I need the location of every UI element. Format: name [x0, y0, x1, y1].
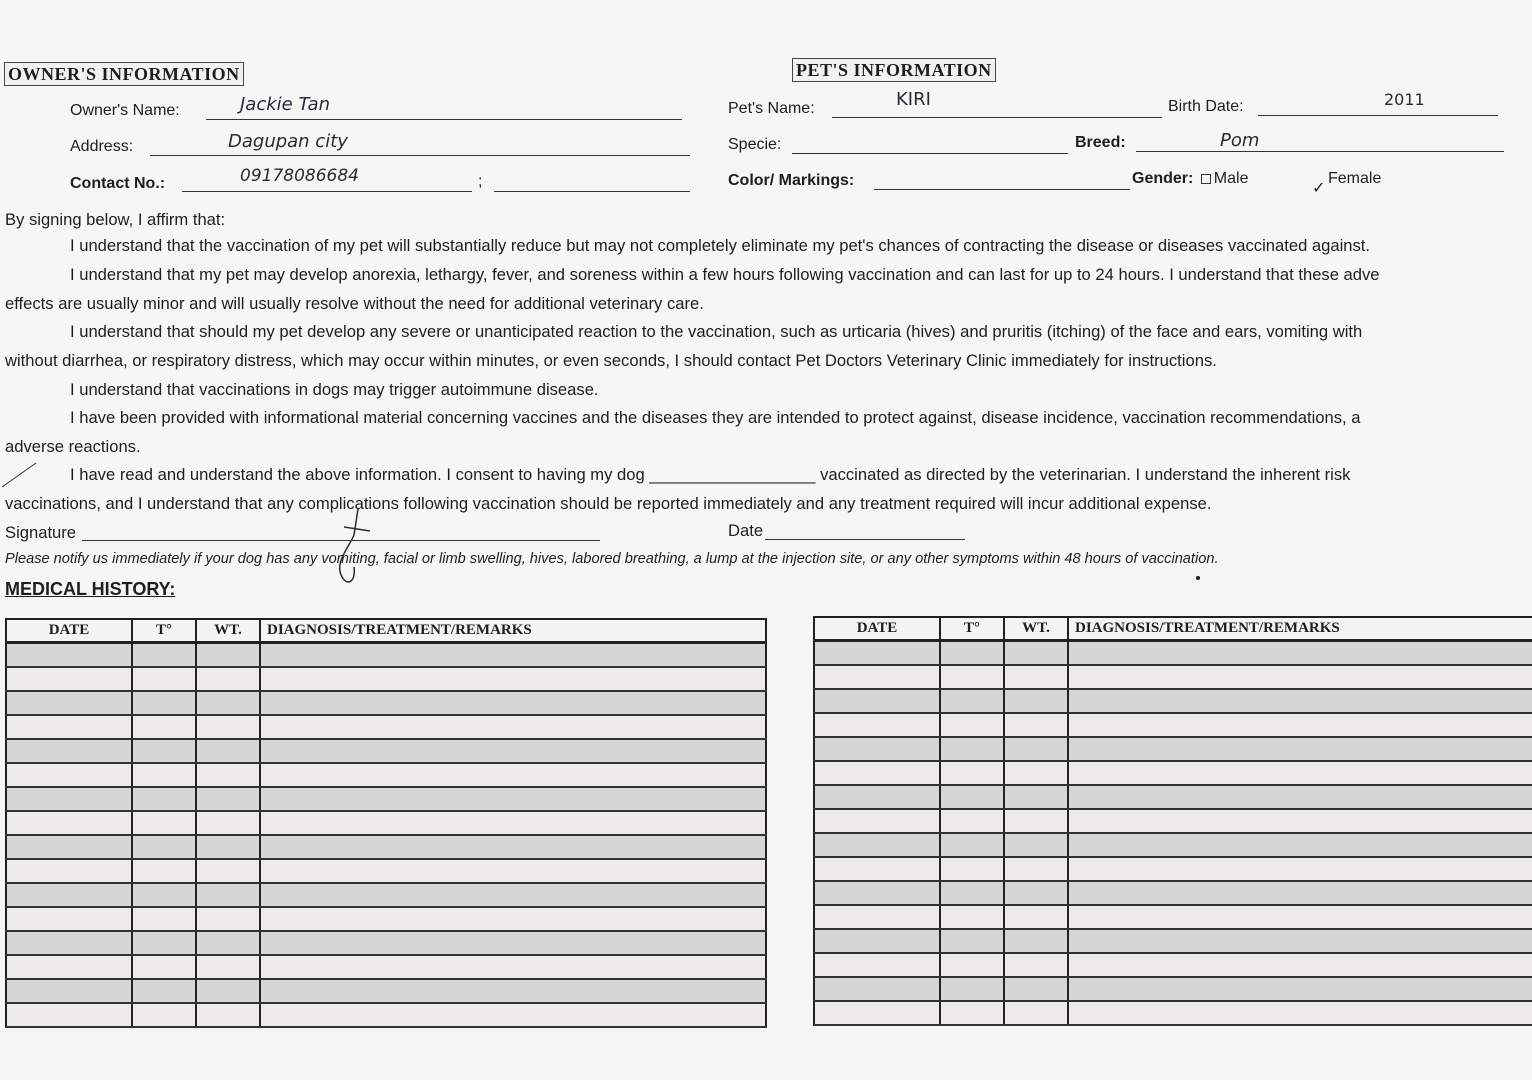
table-cell[interactable]	[6, 763, 132, 787]
table-row	[6, 763, 766, 787]
table-cell[interactable]	[132, 907, 196, 931]
consent-p2a: I understand that my pet may develop anorexia, lethargy, fever, and soreness within a few hours following vaccination and can last for up to 24 hours. I understand that these adve	[70, 265, 1380, 284]
table-cell[interactable]	[260, 691, 766, 715]
breed-label: Breed:	[1075, 134, 1126, 151]
table-row	[6, 811, 766, 835]
table-row	[814, 761, 1532, 785]
consent-p3a: I understand that should my pet develop any severe or unanticipated reaction to the vaccination, such as urticaria (hives) and pruritis (itching) of the face and ears, vomiting with	[70, 322, 1363, 341]
table-row	[6, 859, 766, 883]
table-cell[interactable]	[1004, 833, 1068, 857]
table-cell[interactable]	[260, 763, 766, 787]
table-cell[interactable]	[814, 737, 940, 761]
table-cell[interactable]	[6, 643, 132, 668]
table-cell[interactable]	[6, 835, 132, 859]
table-cell[interactable]	[260, 715, 766, 739]
specie-line	[792, 153, 1068, 154]
table-cell[interactable]	[132, 835, 196, 859]
table-cell[interactable]	[1068, 665, 1532, 689]
table-cell[interactable]	[196, 643, 260, 668]
table-cell[interactable]	[1004, 857, 1068, 881]
table-cell[interactable]	[1068, 713, 1532, 737]
pet-name-field[interactable]: KIRI	[896, 89, 931, 110]
table-row	[814, 833, 1532, 857]
table-cell[interactable]	[260, 835, 766, 859]
table-cell[interactable]	[260, 811, 766, 835]
table-cell[interactable]	[1004, 689, 1068, 713]
table-cell[interactable]	[196, 691, 260, 715]
table-cell[interactable]	[814, 929, 940, 953]
table-cell[interactable]	[814, 857, 940, 881]
contact-field[interactable]: 09178086684	[240, 166, 359, 186]
col-date: DATE	[6, 619, 132, 643]
address-label: Address:	[70, 138, 134, 155]
col-diagnosis: DIAGNOSIS/TREATMENT/REMARKS	[260, 619, 766, 643]
table-cell[interactable]	[6, 691, 132, 715]
consent-p5a: I have been provided with informational material concerning vaccines and the diseases they are intended to protect against, disease incidence, vaccination recommendations, a	[70, 408, 1361, 427]
table-cell[interactable]	[1068, 857, 1532, 881]
contact-label: Contact No.:	[70, 175, 166, 192]
table-cell[interactable]	[1004, 881, 1068, 905]
table-cell[interactable]	[132, 811, 196, 835]
table-cell[interactable]	[814, 881, 940, 905]
table-cell[interactable]	[940, 761, 1004, 785]
table-cell[interactable]	[1068, 809, 1532, 833]
table-cell[interactable]	[940, 713, 1004, 737]
table-row	[814, 881, 1532, 905]
pet-name-line	[832, 117, 1162, 118]
table-cell[interactable]	[940, 833, 1004, 857]
contact-separator: ;	[478, 173, 483, 190]
consent-p6a-pre: I have read and understand the above information. I consent to having my dog	[70, 465, 650, 484]
table-cell[interactable]	[260, 667, 766, 691]
table-cell[interactable]	[1004, 785, 1068, 809]
medical-history-title: MEDICAL HISTORY:	[5, 579, 176, 599]
color-markings-line[interactable]	[874, 189, 1130, 190]
table-row	[814, 1001, 1532, 1025]
owner-name-line	[206, 119, 682, 120]
col-temp: T°	[940, 617, 1004, 641]
table-row	[814, 785, 1532, 809]
table-cell[interactable]	[196, 835, 260, 859]
table-cell[interactable]	[260, 979, 766, 1003]
table-cell[interactable]	[6, 787, 132, 811]
table-cell[interactable]	[260, 859, 766, 883]
table-cell[interactable]	[814, 953, 940, 977]
table-cell[interactable]	[260, 907, 766, 931]
table-row	[814, 665, 1532, 689]
table-row	[6, 667, 766, 691]
table-cell[interactable]	[196, 739, 260, 763]
consent-p1: I understand that the vaccination of my pet will substantially reduce but may not completely eliminate my pet's chances of contracting the disease or diseases vaccinated against.	[70, 236, 1371, 255]
medical-history-table-left	[5, 618, 767, 1028]
male-checkbox[interactable]	[1201, 174, 1211, 184]
table-cell[interactable]	[940, 977, 1004, 1001]
table-row	[6, 979, 766, 1003]
table-cell[interactable]	[1004, 737, 1068, 761]
consent-p3b: without diarrhea, or respiratory distress, which may occur within minutes, or even seconds, I should contact Pet Doctors Veterinary Clinic immediately for instructions.	[5, 351, 1217, 370]
table-row	[6, 715, 766, 739]
pet-section-title: PET'S INFORMATION	[792, 58, 996, 82]
signature-label: Signature	[5, 523, 77, 542]
table-cell[interactable]	[814, 689, 940, 713]
table-cell[interactable]	[132, 715, 196, 739]
table-cell[interactable]	[1004, 713, 1068, 737]
table-cell[interactable]	[132, 1003, 196, 1027]
address-line	[150, 155, 690, 156]
table-header-row	[814, 617, 1532, 641]
consent-p6b: vaccinations, and I understand that any complications following vaccination should be reported immediately and any treatment required will incur additional expense.	[5, 494, 1212, 513]
table-cell[interactable]	[132, 883, 196, 907]
table-row	[814, 713, 1532, 737]
table-row	[814, 977, 1532, 1001]
margin-pen-mark	[0, 455, 40, 495]
table-cell[interactable]	[940, 857, 1004, 881]
female-check-mark: ✓	[1312, 180, 1326, 197]
table-cell[interactable]	[1068, 761, 1532, 785]
table-cell[interactable]	[196, 931, 260, 955]
table-cell[interactable]	[132, 859, 196, 883]
ink-dot	[1196, 576, 1200, 580]
table-row	[814, 953, 1532, 977]
table-cell[interactable]	[1004, 905, 1068, 929]
table-cell[interactable]	[260, 1003, 766, 1027]
table-cell[interactable]	[940, 665, 1004, 689]
table-cell[interactable]	[814, 785, 940, 809]
table-row	[6, 691, 766, 715]
date-line[interactable]	[765, 539, 965, 540]
table-cell[interactable]	[196, 811, 260, 835]
col-date: DATE	[814, 617, 940, 641]
table-cell[interactable]	[132, 691, 196, 715]
table-cell[interactable]	[1068, 785, 1532, 809]
col-temp: T°	[132, 619, 196, 643]
breed-field[interactable]: Pom	[1220, 130, 1260, 151]
gender-label: Gender:	[1132, 170, 1194, 187]
table-cell[interactable]	[260, 787, 766, 811]
table-cell[interactable]	[196, 979, 260, 1003]
owner-name-label: Owner's Name:	[70, 102, 180, 119]
dog-name-blank[interactable]: __________________	[649, 465, 816, 484]
table-cell[interactable]	[814, 905, 940, 929]
birth-date-label: Birth Date:	[1168, 98, 1244, 115]
table-cell[interactable]	[1068, 977, 1532, 1001]
table-cell[interactable]	[940, 929, 1004, 953]
table-cell[interactable]	[940, 881, 1004, 905]
table-cell[interactable]	[6, 955, 132, 979]
table-cell[interactable]	[940, 689, 1004, 713]
table-cell[interactable]	[1068, 641, 1532, 666]
consent-p4: I understand that vaccinations in dogs may trigger autoimmune disease.	[70, 380, 599, 399]
table-cell[interactable]	[132, 787, 196, 811]
table-row	[6, 1003, 766, 1027]
table-row	[6, 931, 766, 955]
table-cell[interactable]	[814, 833, 940, 857]
table-row	[814, 689, 1532, 713]
table-cell[interactable]	[260, 739, 766, 763]
table-cell[interactable]	[940, 1001, 1004, 1025]
table-cell[interactable]	[814, 977, 940, 1001]
table-cell[interactable]	[132, 763, 196, 787]
table-row	[814, 737, 1532, 761]
medical-history-table-right	[813, 616, 1532, 1026]
table-cell[interactable]	[940, 809, 1004, 833]
date-label: Date	[728, 521, 764, 540]
table-cell[interactable]	[132, 979, 196, 1003]
table-cell[interactable]	[6, 907, 132, 931]
table-cell[interactable]	[6, 667, 132, 691]
table-row	[814, 857, 1532, 881]
table-cell[interactable]	[196, 907, 260, 931]
table-cell[interactable]	[132, 739, 196, 763]
table-cell[interactable]	[1004, 665, 1068, 689]
owner-section-title: OWNER'S INFORMATION	[4, 62, 244, 86]
table-cell[interactable]	[1004, 809, 1068, 833]
breed-line	[1136, 151, 1504, 152]
table-cell[interactable]	[6, 931, 132, 955]
gender-group	[1132, 169, 1248, 189]
table-row	[6, 907, 766, 931]
table-cell[interactable]	[196, 1003, 260, 1027]
contact-line-2	[494, 191, 690, 192]
female-label: Female	[1328, 170, 1382, 187]
table-cell[interactable]	[1004, 977, 1068, 1001]
table-cell[interactable]	[1068, 929, 1532, 953]
pet-name-label: Pet's Name:	[728, 100, 815, 117]
table-cell[interactable]	[814, 641, 940, 666]
table-cell[interactable]	[1068, 1001, 1532, 1025]
table-cell[interactable]	[1004, 953, 1068, 977]
table-cell[interactable]	[814, 809, 940, 833]
table-cell[interactable]	[260, 643, 766, 668]
table-row	[6, 643, 766, 668]
table-cell[interactable]	[940, 905, 1004, 929]
table-cell[interactable]	[814, 713, 940, 737]
table-cell[interactable]	[1004, 761, 1068, 785]
table-cell[interactable]	[1068, 737, 1532, 761]
table-header-row	[6, 619, 766, 643]
table-row	[814, 905, 1532, 929]
table-cell[interactable]	[1068, 953, 1532, 977]
consent-p6a	[5, 460, 1532, 489]
male-label: Male	[1213, 170, 1249, 187]
notice-text: Please notify us immediately if your dog has any vomiting, facial or limb swelling, hives, labored breathing, a lump at the injection site, or any other symptoms within 48 hours of vaccination.	[5, 551, 1219, 567]
table-row	[6, 835, 766, 859]
contact-line-1	[182, 191, 472, 192]
birth-date-line	[1258, 115, 1498, 116]
color-markings-label: Color/ Markings:	[728, 172, 855, 189]
table-cell[interactable]	[196, 883, 260, 907]
consent-p5b: adverse reactions.	[5, 437, 141, 456]
table-cell[interactable]	[132, 667, 196, 691]
table-cell[interactable]	[1004, 1001, 1068, 1025]
consent-intro: By signing below, I affirm that:	[5, 210, 226, 229]
table-cell[interactable]	[6, 811, 132, 835]
consent-p2b: effects are usually minor and will usually resolve without the need for additional veterinary care.	[5, 294, 704, 313]
address-field[interactable]: Dagupan city	[228, 131, 348, 152]
specie-label: Specie:	[728, 136, 782, 153]
table-row	[814, 641, 1532, 666]
table-cell[interactable]	[196, 859, 260, 883]
table-row	[6, 883, 766, 907]
owner-name-field[interactable]: Jackie Tan	[240, 94, 330, 115]
table-row	[6, 955, 766, 979]
table-cell[interactable]	[260, 955, 766, 979]
table-cell[interactable]	[6, 979, 132, 1003]
table-cell[interactable]	[196, 715, 260, 739]
table-cell[interactable]	[6, 883, 132, 907]
table-cell[interactable]	[1068, 881, 1532, 905]
table-row	[814, 929, 1532, 953]
table-cell[interactable]	[1068, 689, 1532, 713]
col-diagnosis: DIAGNOSIS/TREATMENT/REMARKS	[1068, 617, 1532, 641]
table-cell[interactable]	[132, 931, 196, 955]
table-cell[interactable]	[940, 953, 1004, 977]
table-cell[interactable]	[814, 1001, 940, 1025]
table-cell[interactable]	[1004, 641, 1068, 666]
table-cell[interactable]	[196, 667, 260, 691]
table-cell[interactable]	[6, 859, 132, 883]
table-row	[6, 787, 766, 811]
table-cell[interactable]	[196, 787, 260, 811]
table-cell[interactable]	[6, 715, 132, 739]
table-cell[interactable]	[260, 883, 766, 907]
table-cell[interactable]	[196, 955, 260, 979]
col-weight: WT.	[196, 619, 260, 643]
birth-date-field[interactable]: 2011	[1384, 90, 1425, 109]
table-cell[interactable]	[940, 737, 1004, 761]
table-row	[6, 739, 766, 763]
table-cell[interactable]	[6, 739, 132, 763]
table-row	[814, 809, 1532, 833]
consent-p6a-post: vaccinated as directed by the veterinarian. I understand the inherent risk	[815, 465, 1351, 484]
table-cell[interactable]	[6, 1003, 132, 1027]
table-cell[interactable]	[940, 641, 1004, 666]
table-cell[interactable]	[260, 931, 766, 955]
table-cell[interactable]	[1068, 833, 1532, 857]
table-cell[interactable]	[940, 785, 1004, 809]
table-cell[interactable]	[196, 763, 260, 787]
female-option[interactable]	[1312, 169, 1382, 197]
table-cell[interactable]	[814, 665, 940, 689]
table-cell[interactable]	[132, 955, 196, 979]
table-cell[interactable]	[1004, 929, 1068, 953]
table-cell[interactable]	[1068, 905, 1532, 929]
table-cell[interactable]	[814, 761, 940, 785]
col-weight: WT.	[1004, 617, 1068, 641]
table-cell[interactable]	[132, 643, 196, 668]
